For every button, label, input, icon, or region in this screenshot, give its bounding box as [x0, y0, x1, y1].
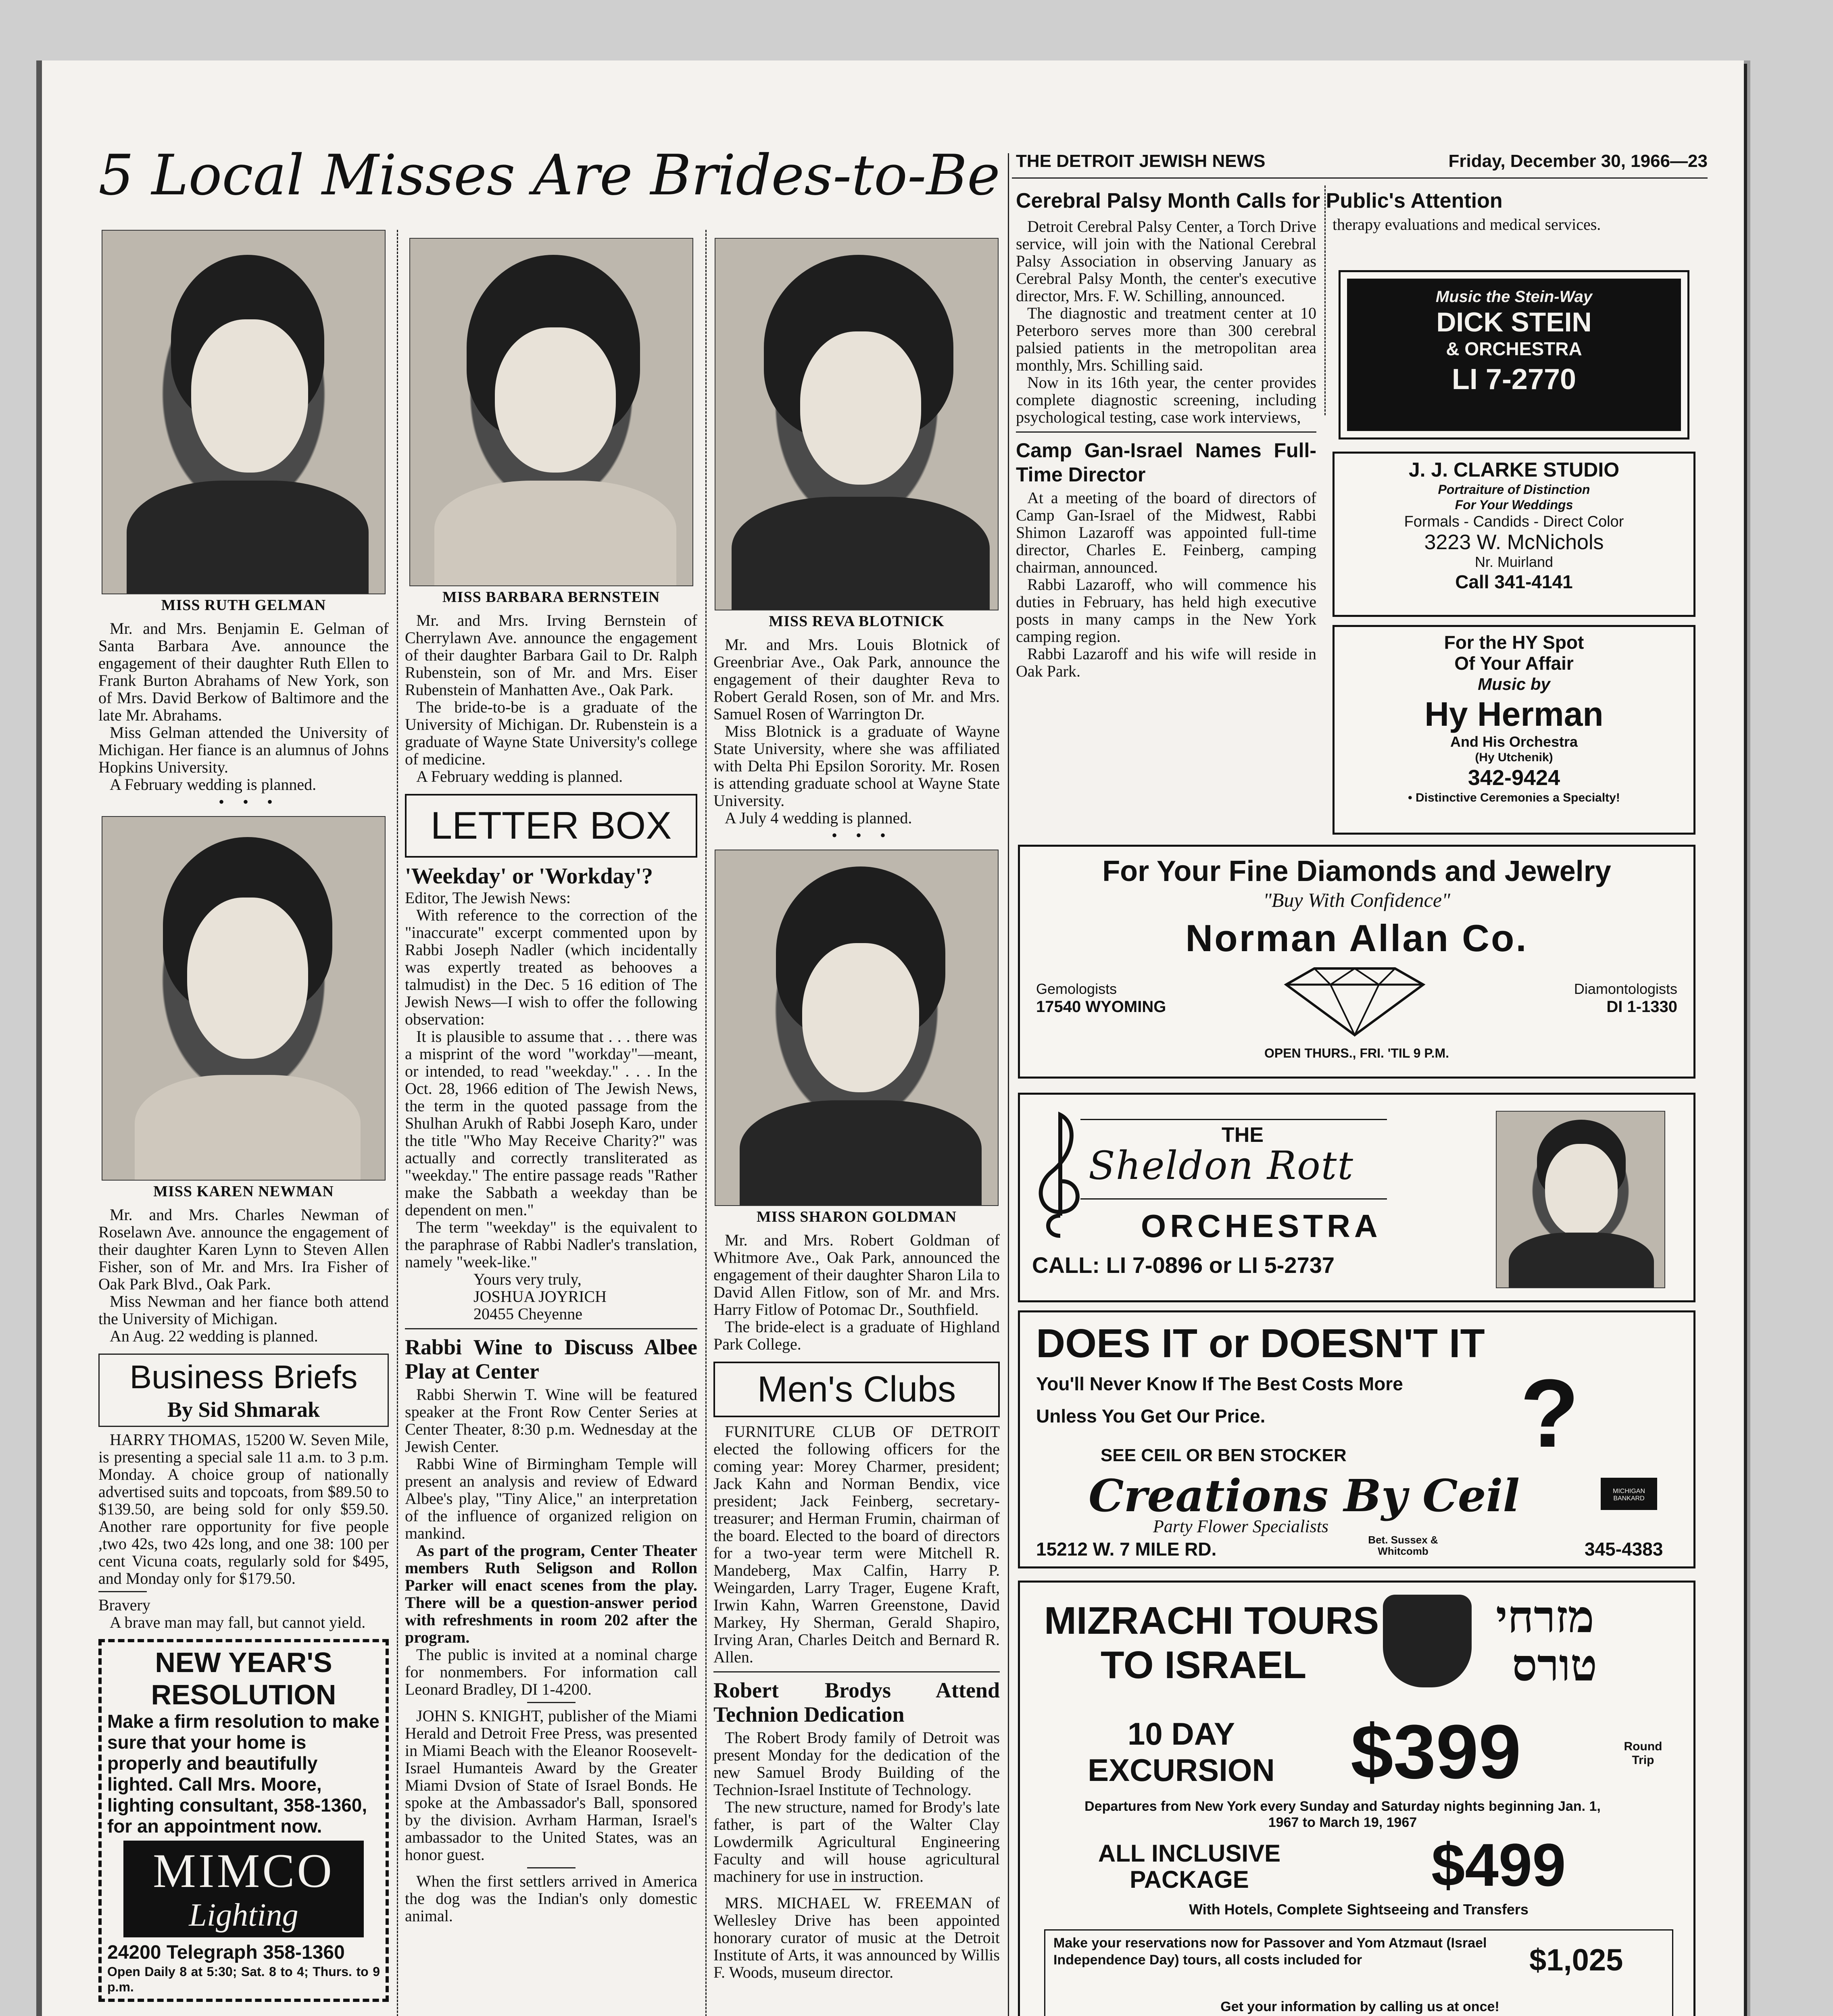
ad-text: & ORCHESTRA: [1446, 338, 1582, 359]
photo-sharon-goldman: [715, 850, 999, 1206]
ad-text: "Buy With Confidence": [1263, 889, 1451, 911]
column-rule: [397, 230, 398, 2016]
ad-text: Music by: [1478, 675, 1550, 694]
caption: MISS BARBARA BERNSTEIN: [442, 589, 660, 606]
ad-text: You'll Never Know If The Best Costs More: [1036, 1373, 1403, 1394]
article-headline: Cerebral Palsy Month Calls for Public's Attention: [1016, 189, 1503, 212]
letter-title: 'Weekday' or 'Workday'?: [405, 864, 653, 889]
article-paragraph: MRS. MICHAEL W. FREEMAN of Wellesley Drive has been appointed honorary curator of music at the Detroit Institute of Arts, it was announced by Willis F. Woods, museum director.: [713, 1894, 1000, 1981]
article-paragraph: Rabbi Wine of Birmingham Temple will present an analysis and review of Edward Albee's play, "Tiny Alice," an interpretation of the influence of organized religion on mankind.: [405, 1455, 697, 1542]
ad-text: OPEN THURS., FRI. 'TIL 9 P.M.: [1264, 1046, 1449, 1060]
photo-karen-newman: [102, 816, 386, 1181]
photo-sheldon-rott: [1496, 1111, 1665, 1288]
letter-paragraph: The term "weekday" is the equivalent to the paraphrase of Rabbi Nadler's translation, namely "week-like.": [405, 1218, 697, 1271]
article-paragraph: An Aug. 22 wedding is planned.: [110, 1327, 318, 1345]
article-paragraph: The bride-to-be is a graduate of the University of Michigan. Dr. Rubenstein is a graduate of Wayne State University's college of medicine.: [405, 698, 697, 768]
ad-text: Round Trip: [1624, 1740, 1662, 1767]
ad-address: 24200 Telegraph 358-1360: [107, 1942, 345, 1963]
ad-text: With Hotels, Complete Sightseeing and Transfers: [1189, 1901, 1529, 1918]
ad-mizrachi-tours: [1018, 1581, 1695, 2016]
caption: MISS RUTH GELMAN: [161, 597, 326, 614]
ad-phone: Call 341-4141: [1455, 571, 1573, 592]
business-briefs-banner: [98, 1354, 389, 1427]
ad-phone: 345-4383: [1585, 1539, 1663, 1560]
article-paragraph: The Robert Brody family of Detroit was present Monday for the dedication of the new Samuel Brody Building of the Technion-Israel Institute of Technology.: [713, 1729, 1000, 1799]
ad-sheldon-rott: [1018, 1093, 1695, 1302]
article-paragraph: Now in its 16th year, the center provides complete diagnostic screening, including psychological testing, case work interviews,: [1016, 373, 1316, 426]
column-3: [713, 238, 1000, 1981]
ad-text: Hy Herman: [1424, 695, 1604, 733]
photo-ruth-gelman: [102, 230, 386, 594]
ad-text: ORCHESTRA: [1141, 1208, 1382, 1244]
ad-text: Diamontologists: [1574, 981, 1677, 997]
ad-text: (Hy Utchenik): [1475, 751, 1553, 764]
article-paragraph: Rabbi Lazaroff and his wife will reside in Oak Park.: [1016, 645, 1316, 680]
column-1: [98, 230, 389, 2002]
article-paragraph: The bride-elect is a graduate of Highland Park College.: [713, 1318, 1000, 1353]
photo-reva-blotnick: [715, 238, 999, 610]
dateline: Friday, December 30, 1966—23: [1448, 151, 1708, 171]
ad-text: PACKAGE: [1130, 1866, 1249, 1893]
newspaper-page: [36, 60, 1744, 2016]
column-rule: [1008, 153, 1009, 2016]
article-paragraph: Mr. and Mrs. Benjamin E. Gelman of Santa Barbara Ave. announce the engagement of their daughter Ruth Ellen to Frank Burton Abrahams of New York, son of Mrs. David Berkow of Baltimore and the late Mr. Abrahams.: [98, 619, 389, 724]
article-paragraph: A February wedding is planned.: [416, 767, 623, 785]
ad-text: Of Your Affair: [1454, 653, 1574, 674]
column-2: [405, 238, 697, 1924]
logo-text: Lighting: [189, 1897, 298, 1933]
letter-closing: Yours very truly,: [473, 1270, 582, 1288]
article-paragraph: Mr. and Mrs. Robert Goldman of Whitmore Ave., Oak Park, announced the engagement of their daughter Sharon Lila to David Allen Fitlow, son of Mr. and Mrs. Harry Fitlow of Potomac Dr., Southfield.: [713, 1231, 1000, 1318]
article-paragraph: JOHN S. KNIGHT, publisher of the Miami Herald and Detroit Free Press, was presented in Miami Beach with the Eleanor Roosevelt-Israel Humanteis Award by the Greater Miami Dvsion of State of Israel Bonds. He spoke at the Ambassador's Ball, sponsored by the division. Avrham Harman, Israel's ambassador to the United States, was an honor guest.: [405, 1707, 697, 1864]
ad-title: NEW YEAR'S: [155, 1647, 332, 1678]
article-paragraph: FURNITURE CLUB OF DETROIT elected the following officers for the coming year: Morey Charmer, president; Jack Kahn and Norman Bendix, vice president; Jack Feinberg, secretary-treasurer; and Herman Frumin, chairman of the board. Elected to the board of directors for a two-year term were Mitchell R. Mandeberg, Max Calfin, Harry P. Weingarden, Larry Trager, Eugene Kraft, Irwin Kahn, Warren Greenstone, David Markey, Hy Sherman, Gerald Shapiro, Irving Aran, Charles Deitch and Bernard R. Allen.: [713, 1422, 1000, 1666]
column-rule: [1324, 185, 1326, 415]
masthead-rule: [1012, 177, 1708, 179]
separator: • • •: [218, 793, 280, 811]
ad-address: 15212 W. 7 MILE RD.: [1036, 1539, 1217, 1560]
ad-text: THE: [1222, 1123, 1264, 1147]
article-paragraph: At a meeting of the board of directors of Camp Gan-Israel of the Midwest, Rabbi Shimon Lazaroff was appointed full-time director, Charles E. Feinberg, camping chairman, announced.: [1016, 489, 1316, 576]
ad-text: Gemologists: [1036, 981, 1117, 997]
ad-text: ALL INCLUSIVE: [1098, 1840, 1281, 1867]
passover-box: [1044, 1929, 1673, 2016]
bankard-badge: MICHIGAN BANKARD: [1601, 1478, 1657, 1510]
ad-text: Music the Stein-Way: [1435, 288, 1593, 306]
byline: By Sid Shmarak: [167, 1397, 320, 1422]
letter-salutation: Editor, The Jewish News:: [405, 889, 571, 907]
letter-paragraph: It is plausible to assume that . . . there was a misprint of the word "workday"—meant, or intended, to read "weekday." . . . In the Oct. 28, 1966 edition of The Jewish News, the term in the quoted passage from the Shulhan Arukh of Rabbi Joseph Karo, under the title "Who May Receive Charity?" was actually and correctly transliterated as "weekday." The entire passage reads "Rather make the Sabbath a weekday than be dependent on men.": [405, 1027, 697, 1219]
separator: • • •: [831, 826, 893, 844]
paper-name: THE DETROIT JEWISH NEWS: [1016, 151, 1266, 171]
main-headline: 5 Local Misses Are Brides-to-Be: [98, 143, 1000, 208]
ad-phone: LI 7-2770: [1451, 363, 1577, 396]
photo-barbara-bernstein: [409, 238, 693, 586]
ad-text: 17540 WYOMING: [1036, 998, 1166, 1016]
ad-title: RESOLUTION: [151, 1679, 336, 1710]
ad-title: Sheldon Rott: [1089, 1143, 1354, 1188]
ad-hy-herman: [1333, 625, 1695, 835]
diamond-icon: [1270, 964, 1439, 1037]
article-paragraph: Mr. and Mrs. Irving Bernstein of Cherrylawn Ave. announce the engagement of their daughter Barbara Gail to Dr. Ralph Rubenstein, son of Mr. and Mrs. Eiser Rubenstein of Manhatten Ave., Oak Park.: [405, 611, 697, 699]
article-paragraph: Mr. and Mrs. Charles Newman of Roselawn Ave. announce the engagement of their daughter Karen Lynn to Steven Allen Fisher, son of Mr. and Mrs. Ira Fisher of Oak Park Blvd., Oak Park.: [98, 1206, 389, 1293]
article-paragraph: As part of the program, Center Theater members Ruth Seligson and Rollon Parker will enact scenes from the play. There will be a question-answer period with refreshments in room 202 after the program.: [405, 1541, 697, 1646]
ad-phone: 342-9424: [1468, 766, 1560, 790]
ad-text: Bet. Sussex & Whitcomb: [1368, 1534, 1438, 1557]
price: $1,025: [1529, 1943, 1623, 1977]
ad-title: DOES IT or DOESN'T IT: [1036, 1321, 1485, 1366]
ad-text: 3223 W. McNichols: [1424, 531, 1604, 554]
ad-text: Party Flower Specialists: [1153, 1516, 1329, 1536]
letter-address: 20455 Cheyenne: [473, 1305, 582, 1323]
ad-title: Norman Allan Co.: [1185, 917, 1528, 959]
caption: MISS SHARON GOLDMAN: [756, 1208, 957, 1225]
article-paragraph: Rabbi Sherwin T. Wine will be featured speaker at the Front Row Center Series at Center Theater, 8:30 p.m. Wednesday at the Jewish Center.: [405, 1385, 697, 1456]
ad-text: Get your information by calling us at once!: [1220, 1999, 1499, 2014]
ad-text: DICK STEIN: [1436, 307, 1592, 337]
price: $399: [1351, 1709, 1521, 1795]
article-paragraph: The diagnostic and treatment center at 10 Peterboro serves more than 300 cerebral palsied patients in the metropolitan area monthly, Mrs. Schilling said.: [1016, 304, 1316, 374]
ad-title: MIZRACHI TOURS: [1044, 1599, 1379, 1642]
ad-text: 10 DAY: [1128, 1716, 1235, 1752]
ad-text: For Your Fine Diamonds and Jewelry: [1102, 855, 1611, 887]
article-paragraph: The public is invited at a nominal charge for nonmembers. For information call Leonard Bradley, DI 1-4200.: [405, 1645, 697, 1698]
article-paragraph: Rabbi Lazaroff, who will commence his duties in February, has held high executive posts in many camps in the New York camping region.: [1016, 575, 1316, 646]
letter-signature: JOSHUA JOYRICH: [473, 1287, 607, 1306]
ad-text: For Your Weddings: [1455, 498, 1573, 512]
ad-text: • Distinctive Ceremonies a Specialty!: [1408, 791, 1620, 804]
ad-text: EXCURSION: [1088, 1752, 1275, 1788]
hebrew-text: טורס: [1512, 1639, 1597, 1691]
ad-text: Formals - Candids - Direct Color: [1404, 513, 1624, 530]
article-paragraph: Mr. and Mrs. Louis Blotnick of Greenbriar Ave., Oak Park, announce the engagement of their daughter Reva to Robert Gerald Rosen, son of Mr. and Mrs. Samuel Rosen of Warrington Dr.: [713, 635, 1000, 723]
ad-text: Make your reservations now for Passover and Yom Atzmaut (Israel Independence Day) tours, all costs included for: [1053, 1935, 1487, 1968]
article-headline: Rabbi Wine to Discuss Albee Play at Center: [405, 1335, 697, 1383]
letter-paragraph: With reference to the correction of the "inaccurate" excerpt commented upon by Rabbi Joseph Nadler (which incidentally was expertly treated as behooves a talmudist) in the Dec. 5 16 edition of The Jewish News—I wish to offer the following observation:: [405, 906, 697, 1028]
mimco-logo: [123, 1841, 364, 1937]
mens-clubs-banner: Men's Clubs: [713, 1362, 1000, 1417]
ad-creations-by-ceil: [1018, 1310, 1695, 1568]
ad-text: For the HY Spot: [1444, 632, 1584, 653]
filler-text: When the first settlers arrived in America the dog was the Indian's only domestic animal.: [405, 1872, 697, 1925]
ad-text: Departures from New York every Sunday and Saturday nights beginning Jan. 1, 1967 to March 19, 1967: [1084, 1799, 1601, 1830]
article-paragraph: A February wedding is planned.: [110, 775, 317, 793]
ad-text: And His Orchestra: [1450, 733, 1578, 750]
hebrew-text: מזרחי: [1496, 1591, 1594, 1643]
ad-clarke-studio: [1333, 452, 1695, 617]
caption: MISS REVA BLOTNICK: [769, 613, 945, 630]
article-paragraph: therapy evaluations and medical services.: [1333, 215, 1601, 233]
price: $499: [1431, 1831, 1566, 1899]
article-paragraph: Miss Gelman attended the University of Michigan. Her fiance is an alumnus of Johns Hopkins University.: [98, 723, 389, 776]
ad-text: J. J. CLARKE STUDIO: [1408, 458, 1620, 481]
caption: MISS KAREN NEWMAN: [153, 1183, 334, 1200]
cerebral-continued: [1333, 216, 1704, 233]
article-headline: Camp Gan-Israel Names Full-Time Director: [1016, 439, 1316, 486]
ad-title: TO ISRAEL: [1101, 1643, 1307, 1687]
article-paragraph: Miss Blotnick is a graduate of Wayne State University, where she was affiliated with Delta Phi Epsilon Sorority. Mr. Rosen is attending graduate school at Wayne State University.: [713, 722, 1000, 810]
ad-title: Creations By Ceil: [1089, 1470, 1520, 1522]
article-paragraph: Miss Newman and her fiance both attend the University of Michigan.: [98, 1292, 389, 1328]
ad-phone: DI 1-1330: [1606, 998, 1677, 1016]
column-rule: [705, 230, 707, 2016]
ad-hours: Open Daily 8 at 5:30; Sat. 8 to 4; Thurs. to 9 p.m.: [107, 1964, 380, 1994]
mizrachi-emblem: [1383, 1595, 1472, 1687]
filler-title: Bravery: [98, 1596, 150, 1614]
ad-phone: CALL: LI 7-0896 or LI 5-2737: [1032, 1252, 1335, 1278]
mimco-ad: [98, 1639, 389, 2002]
article-paragraph: HARRY THOMAS, 15200 W. Seven Mile, is presenting a special sale 11 a.m. to 3 p.m. Monday. A choice group of nationally advertised suits and topcoats, from $89.50 to $139.50, are being sold for only $59.50. Another rare opportunity for five people ,two 42s, two 42s long, and one 38: 100 per cent Vicuna coats, regularly sold for $495, and Monday only for $179.50.: [98, 1431, 389, 1587]
banner-title: Business Briefs: [129, 1359, 358, 1395]
filler-text: A brave man may fall, but cannot yield.: [110, 1613, 366, 1631]
ad-body: Make a firm resolution to make sure that your home is properly and beautifully lighted. Call Mrs. Moore, lighting consultant, 358-1360, for an appointment now.: [107, 1711, 380, 1837]
logo-text: MIMCO: [152, 1844, 335, 1897]
ad-norman-allan: [1018, 845, 1695, 1079]
question-mark: ?: [1520, 1359, 1579, 1467]
letter-box-banner: LETTER BOX: [405, 794, 697, 858]
article-paragraph: A July 4 wedding is planned.: [725, 809, 912, 827]
article-paragraph: The new structure, named for Brody's late father, is part of the Walter Clay Lowdermilk Agricultural Engineering Faculty and will house agricultural machinery for use in instruction.: [713, 1798, 1000, 1885]
ad-text: Unless You Get Our Price.: [1036, 1406, 1266, 1427]
ad-text: Portraiture of Distinction: [1438, 482, 1590, 497]
cerebral-column: [1016, 218, 1316, 680]
ad-dick-stein: [1339, 270, 1689, 439]
ad-text: SEE CEIL OR BEN STOCKER: [1101, 1445, 1347, 1465]
article-paragraph: Detroit Cerebral Palsy Center, a Torch Drive service, will join with the National Cerebral Palsy Association in observing January as Cerebral Palsy Month, the center's executive director, Mrs. F. W. Schilling, announced.: [1016, 217, 1316, 305]
article-headline: Robert Brodys Attend Technion Dedication: [713, 1678, 1000, 1727]
ad-text: Nr. Muirland: [1474, 554, 1554, 570]
